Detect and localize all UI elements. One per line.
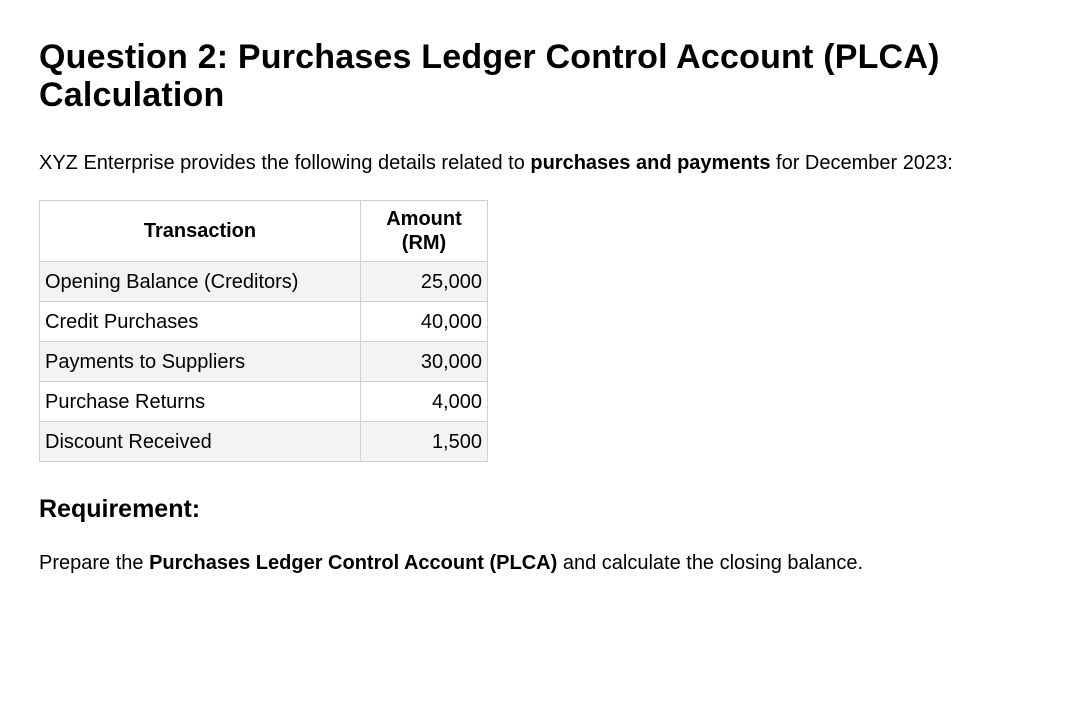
table-row (40, 382, 488, 422)
intro-emphasis: purchases and payments (530, 152, 771, 174)
document-page (39, 38, 1049, 574)
intro-text-start: XYZ Enterprise provides the following details related to (39, 152, 531, 174)
requirement-heading: Requirement: (39, 495, 201, 523)
cell-transaction: Purchase Returns (40, 382, 361, 422)
table-row (40, 342, 488, 382)
cell-amount: 4,000 (361, 382, 488, 422)
table-row (40, 422, 488, 462)
cell-transaction: Credit Purchases (40, 302, 361, 342)
cell-transaction: Discount Received (40, 422, 361, 462)
intro-paragraph (39, 152, 1049, 174)
page-title: Question 2: Purchases Ledger Control Account (PLCA) Calculation (39, 38, 940, 114)
table-row (40, 302, 488, 342)
header-amount: Amount (RM) (361, 201, 488, 262)
header-transaction: Transaction (40, 201, 361, 262)
requirement-text-start: Prepare the (39, 552, 150, 574)
intro-text-end: for December 2023: (770, 152, 953, 174)
cell-transaction: Opening Balance (Creditors) (40, 262, 361, 302)
transactions-table (39, 200, 488, 462)
requirement-text-end: and calculate the closing balance. (557, 552, 864, 574)
cell-amount: 40,000 (361, 302, 488, 342)
cell-amount: 1,500 (361, 422, 488, 462)
cell-amount: 25,000 (361, 262, 488, 302)
cell-transaction: Payments to Suppliers (40, 342, 361, 382)
requirement-paragraph (39, 552, 1049, 574)
table-header-row (40, 201, 488, 262)
cell-amount: 30,000 (361, 342, 488, 382)
requirement-emphasis: Purchases Ledger Control Account (PLCA) (149, 552, 558, 574)
table-row (40, 262, 488, 302)
